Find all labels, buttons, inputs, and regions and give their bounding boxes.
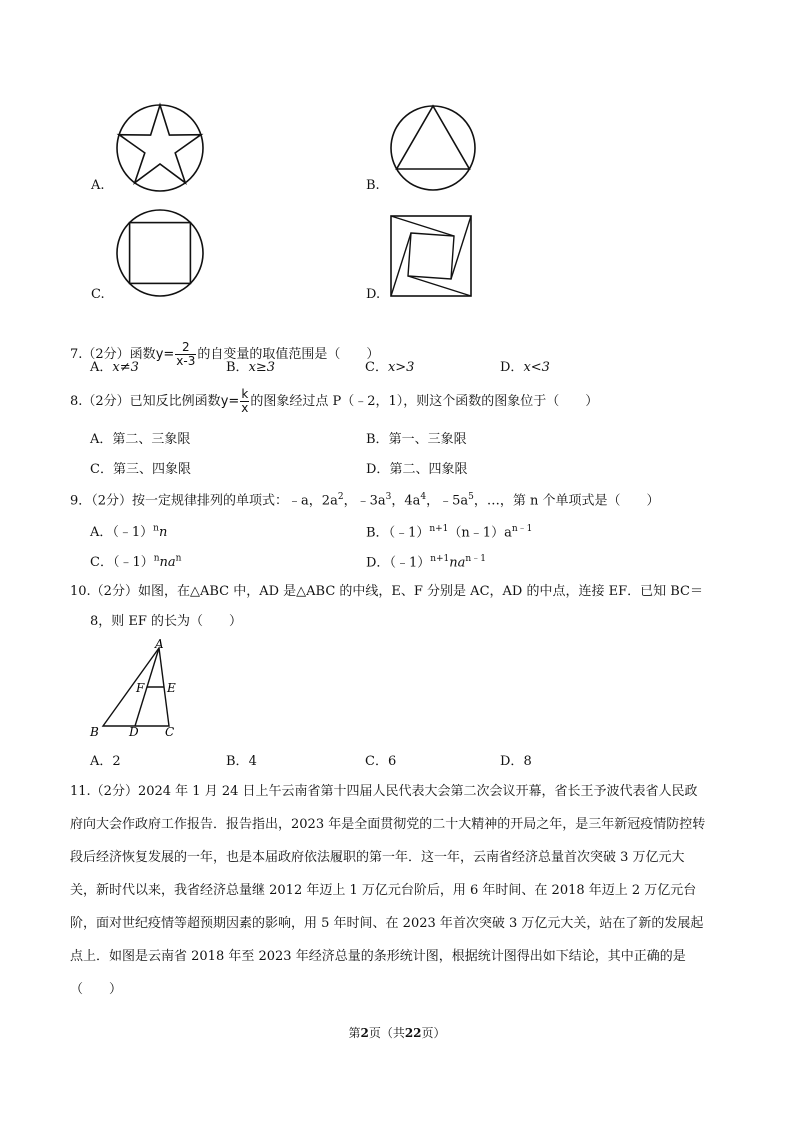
q7-suffix: 的自变量的取值范围是（ ）: [197, 347, 380, 362]
q8-option-a: A．第二、三象限: [90, 432, 191, 447]
figure-pinwheel-square: [388, 213, 474, 299]
label-b: B: [90, 725, 99, 738]
q7-option-d: D．x<3: [500, 360, 550, 375]
q7-prefix: 7.（2分）函数: [70, 347, 156, 362]
label-d: D: [129, 725, 139, 738]
question-9-stem: 9．（2分）按一定规律排列的单项式：﹣a，$2a^2$，$﹣3a^3$，$4a^4$，$﹣5a^5$，…，第 n 个单项式是（ ）: [70, 492, 660, 509]
figure-triangle-in-circle: [385, 100, 481, 196]
label-f: F: [136, 681, 145, 695]
q9-option-c: C．$(﹣1)^nna^n$: [90, 553, 182, 570]
q7-option-c: C．x>3: [365, 360, 415, 375]
question-11-text: 11.（2分）2024 年 1 月 24 日上午云南省第十四届人民代表大会第二次会议开幕，省长王予波代表省人民政府向大会作政府工作报告．报告指出，2023 年是全面贯彻党的二十大精神的开局之年，是三年新冠疫情防控转段后经济恢复发展的一年，也是本届政府依法履职的第一年．这一年，云南省经济总量首次突破 3 万亿元大关，新时代以来，我省经济总量继 2012 年迈上 1 万亿元台阶后，用 6 年时间、在 2018 年迈上 2 万亿元台阶，面对世纪疫情等超预期因素的影响，用 5 年时间、在 2023 年首次突破 3 万亿元大关，站在了新的发展起点上．如图是云南省 2018 年至 2023 年经济总量的条形统计图，根据统计图得出如下结论，其中正确的是（ ）: [70, 784, 706, 997]
q6-option-c-label: C.: [91, 287, 105, 302]
label-c: C: [165, 725, 175, 738]
question-8-stem: [70, 388, 598, 415]
q8-suffix: 的图象经过点 P（﹣2，1），则这个函数的图象位于（ ）: [250, 394, 599, 409]
figure-square-in-circle: [112, 205, 208, 301]
q7-fraction: [175, 341, 196, 368]
q10-option-d: D．8: [500, 754, 532, 769]
label-a: A: [155, 638, 164, 651]
q8-numerator: k: [241, 387, 249, 401]
label-e: E: [167, 681, 176, 695]
figure-star-in-circle: [112, 100, 208, 196]
q10-option-c: C．6: [365, 754, 397, 769]
q8-y-eq: y=: [220, 394, 240, 409]
q10-option-a: A．2: [90, 754, 121, 769]
q9-option-b: B．$(﹣1)^{n+1}(n﹣1)a^{n﹣1}$: [366, 524, 533, 541]
question-10-line-2: 8，则 EF 的长为（ ）: [90, 614, 243, 629]
figure-triangle-abc: [85, 638, 185, 738]
q8-denominator: x: [241, 401, 249, 415]
current-page-number: 2: [360, 1026, 369, 1040]
q8-prefix: 8.（2分）已知反比例函数: [70, 394, 221, 409]
q8-fraction: [240, 388, 249, 415]
q8-option-d: D．第二、四象限: [366, 462, 468, 477]
q6-option-a-label: A.: [91, 178, 105, 193]
total-page-count: 22: [404, 1026, 422, 1040]
q7-option-a: A．x≠3: [90, 360, 139, 375]
q8-option-c: C．第三、四象限: [90, 462, 191, 477]
q7-denominator: x-3: [176, 354, 196, 368]
q9-option-a: A．（﹣1）$^n$n: [90, 523, 168, 540]
q7-option-b: B．x≥3: [226, 360, 276, 375]
q8-option-b: B．第一、三象限: [366, 432, 467, 447]
q10-option-b: B．4: [226, 754, 257, 769]
q6-option-b-label: B.: [366, 178, 380, 193]
q7-y-eq: y=: [155, 347, 175, 362]
q7-numerator: 2: [175, 341, 196, 355]
page-footer: 第2页（共22页）: [348, 1026, 446, 1040]
question-10-line-1: 10.（2分）如图，在△ABC 中，AD 是△ABC 的中线，E、F 分别是 AC，AD 的中点，连接 EF．已知 BC＝: [70, 584, 703, 599]
q9-option-d: D．$(﹣1)^{n+1}na^{n﹣1}$: [366, 554, 486, 571]
q6-option-d-label: D.: [366, 287, 381, 302]
